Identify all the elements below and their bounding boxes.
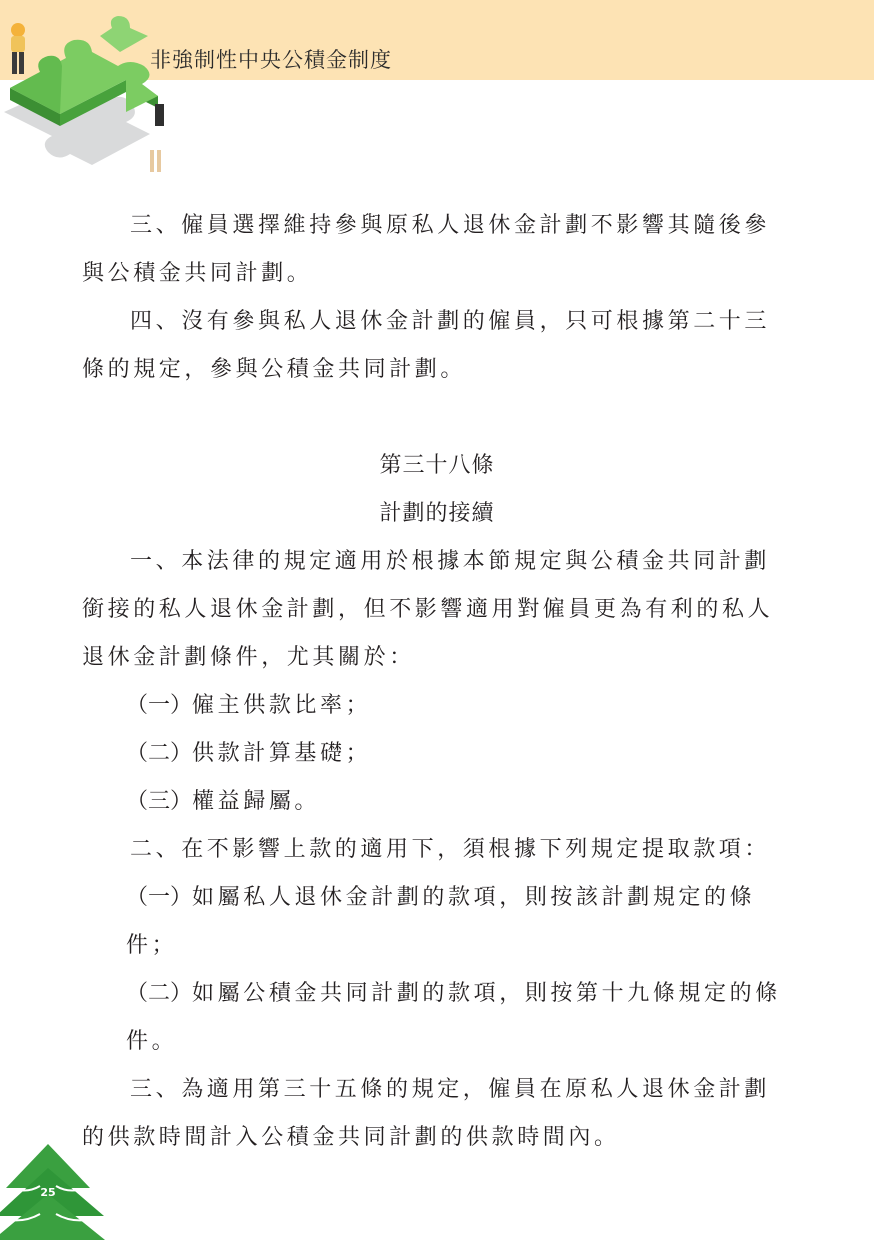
- header-title: 非強制性中央公積金制度: [150, 48, 392, 72]
- list-item: （一）如屬私人退休金計劃的款項，則按該計劃規定的條件；: [126, 885, 756, 958]
- article-title: 計劃的接續: [379, 501, 495, 526]
- list-item: （一）僱主供款比率；: [126, 693, 372, 718]
- paragraph-3: 三、僱員選擇維持參與原私人退休金計劃不影響其隨後參與公積金共同計劃。: [82, 213, 771, 286]
- list-item: （三）權益歸屬。: [126, 789, 321, 814]
- article-paragraph-2: 二、在不影響上款的適用下，須根據下列規定提取款項：: [130, 837, 771, 862]
- puzzle-illustration: [0, 0, 175, 180]
- article-paragraph-1: 一、本法律的規定適用於根據本節規定與公積金共同計劃銜接的私人退休金計劃，但不影響適用對僱員更為有利的私人退休金計劃條件，尤其關於：: [82, 549, 774, 670]
- article-paragraph-3: 三、為適用第三十五條的規定，僱員在原私人退休金計劃的供款時間計入公積金共同計劃的供款時間內。: [82, 1077, 771, 1150]
- list-item: （二）供款計算基礎；: [126, 741, 372, 766]
- list-item: （二）如屬公積金共同計劃的款項，則按第十九條規定的條件。: [126, 981, 781, 1054]
- document-body: [82, 202, 792, 1162]
- section-spacer: [82, 394, 792, 442]
- page-number: 25: [40, 1186, 56, 1199]
- article-number: 第三十八條: [379, 453, 495, 478]
- paragraph-4: 四、沒有參與私人退休金計劃的僱員，只可根據第二十三條的規定，參與公積金共同計劃。: [82, 309, 771, 382]
